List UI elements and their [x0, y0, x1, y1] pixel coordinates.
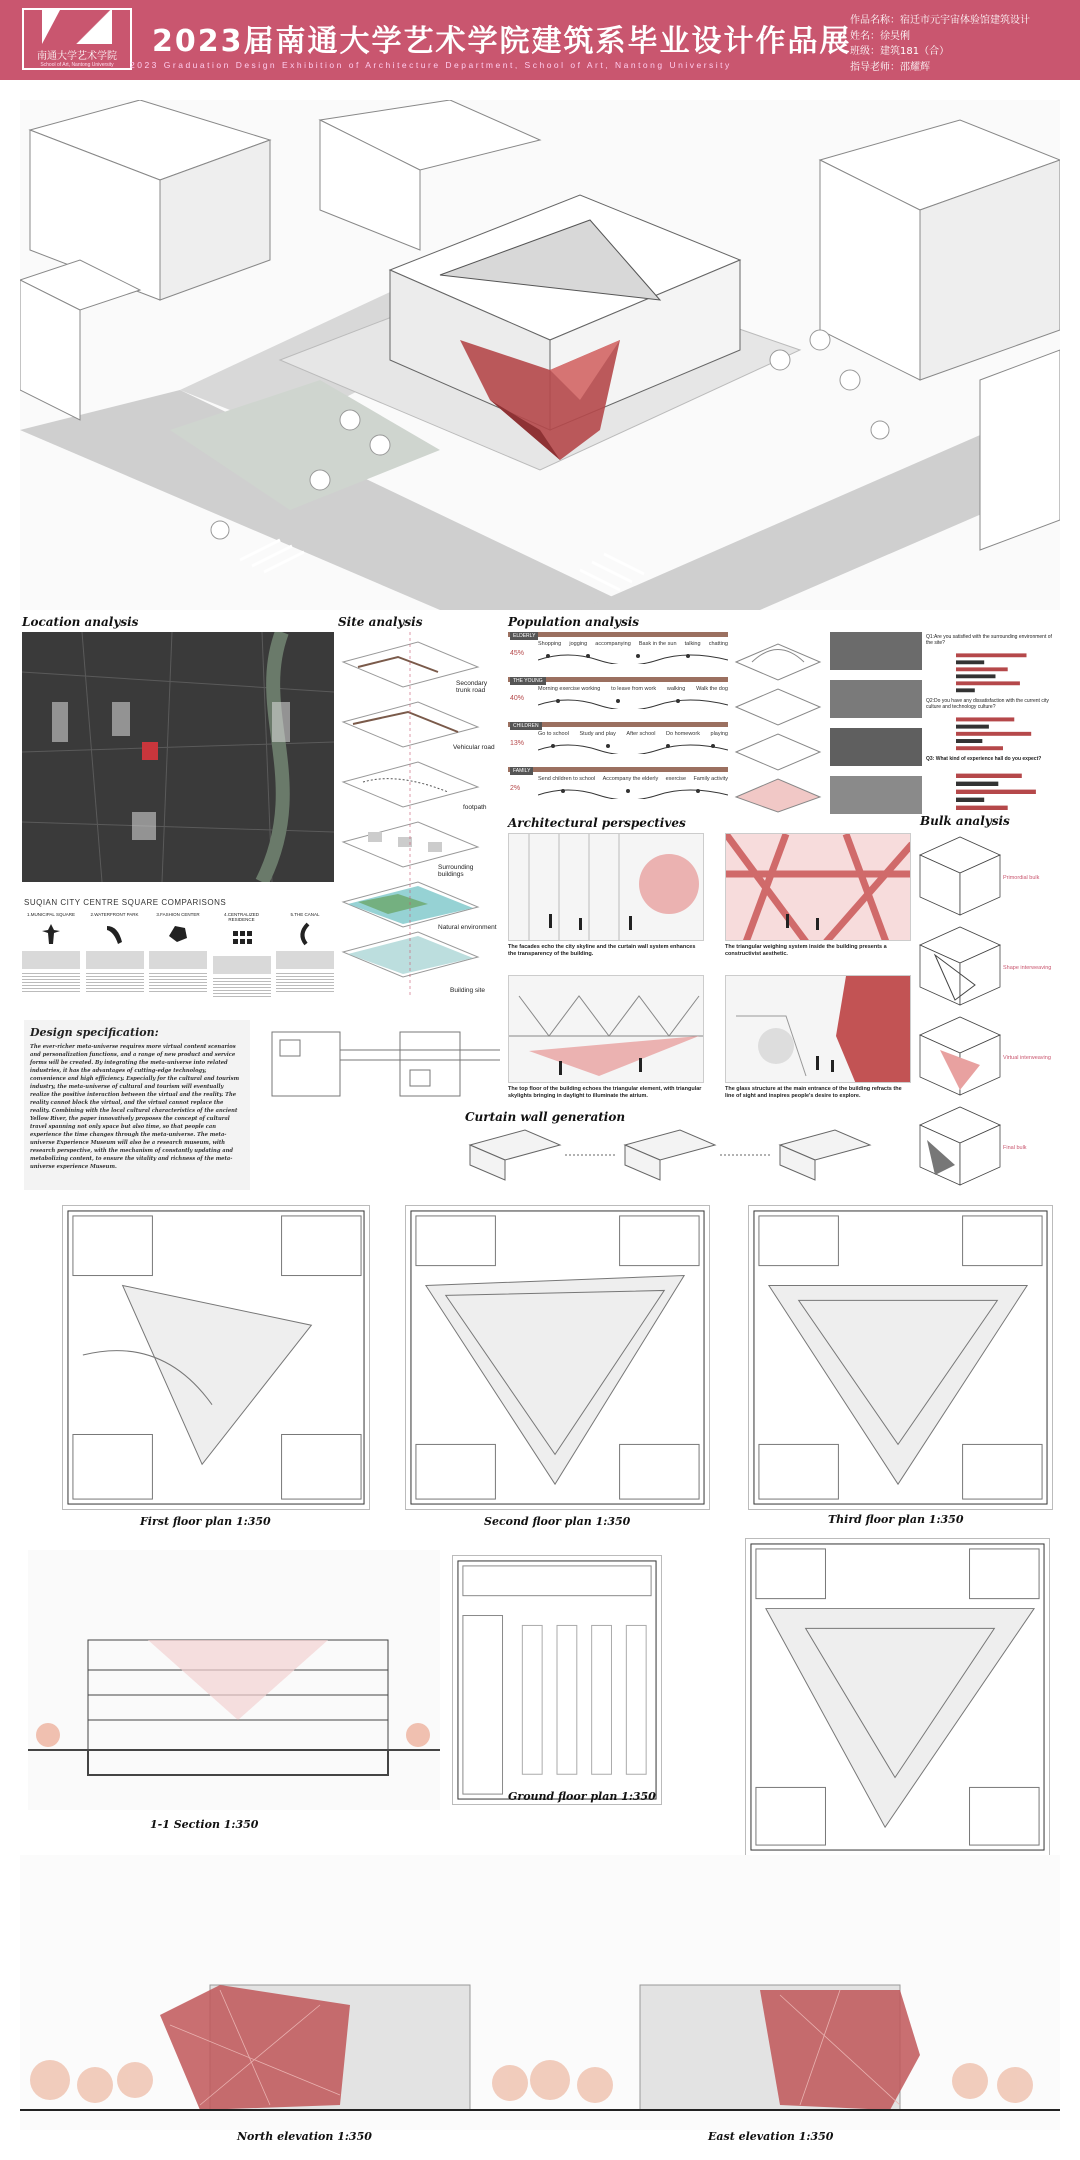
- population-group: CHILDREN: [510, 722, 542, 730]
- activity-label: accompanying: [595, 641, 631, 647]
- first-floor-caption: First floor plan 1:350: [140, 1515, 271, 1528]
- section-caption: 1-1 Section 1:350: [150, 1818, 259, 1831]
- logo-name: 南通大学艺术学院: [37, 51, 117, 62]
- activity-label: Walk the dog: [696, 686, 728, 692]
- population-group: FAMILY: [510, 767, 533, 775]
- axonometric-rendering: [20, 100, 1060, 610]
- survey-bar: [956, 746, 1003, 750]
- site-label: Surrounding buildings: [438, 864, 474, 878]
- perspective-image-truss: [725, 833, 911, 941]
- activity-label: Go to school: [538, 731, 569, 737]
- population-percent: 40%: [510, 695, 525, 702]
- north-elevation-caption: North elevation 1:350: [237, 2130, 372, 2143]
- survey-bar: [956, 660, 984, 664]
- site-analysis-heading: Site analysis: [338, 615, 423, 629]
- population-diagram: [508, 632, 728, 812]
- site-label: Natural environment: [438, 924, 497, 931]
- survey-q2-bars: [926, 716, 1054, 752]
- population-group: ELDERLY: [510, 632, 538, 640]
- site-label: Secondary trunk road: [456, 680, 488, 694]
- design-spec-title: Design specification:: [30, 1026, 159, 1039]
- first-floor-plan: [62, 1205, 370, 1510]
- second-floor-plan: [405, 1205, 710, 1510]
- section-drawing: [28, 1550, 440, 1810]
- activity-label: chatting: [708, 641, 728, 647]
- population-percent: 2%: [510, 785, 521, 792]
- survey-bar: [956, 739, 982, 743]
- curtain-wall-heading: Curtain wall generation: [465, 1110, 626, 1124]
- activity-label: talking: [684, 641, 701, 647]
- perspective-image-atrium: [508, 975, 704, 1083]
- survey-bar: [956, 653, 1027, 657]
- survey-bar: [956, 774, 1022, 778]
- terrain-diagrams: [732, 632, 824, 814]
- comparison-title: SUQIAN CITY CENTRE SQUARE COMPARISONS: [24, 898, 227, 907]
- activity-label: Send children to school: [538, 776, 596, 782]
- survey-photo: [830, 776, 922, 814]
- survey-bar: [956, 725, 989, 729]
- square-comparisons: [22, 912, 334, 998]
- survey-bar: [956, 717, 1014, 721]
- activity-label: walking: [666, 686, 686, 692]
- logo-mark-icon: [42, 10, 112, 43]
- comparison-label: 2.WATERFRONT PARK: [90, 912, 139, 917]
- population-analysis-heading: Population analysis: [508, 615, 640, 629]
- bulk-analysis-heading: Bulk analysis: [920, 814, 1010, 828]
- activity-label: Morning exercise working: [538, 686, 601, 692]
- bulk-analysis-diagram: [915, 835, 1055, 1195]
- population-row: [508, 722, 728, 756]
- design-spec-body: The ever-richer meta-universe requires more virtual content scenarios and personalization functions, and a range of new product and service forms will be created. By integrating the meta-universe into related industries, it has the advantages of cutting-edge technology, convenience and high efficiency. Especially for the cultural and tourism industry, the meta-universe of cultural and tourism will eventually realize the positive interaction between the virtual and the reality. The reality cannot block the virtual, and the virtual cannot replace the reality. Combining with the local cultural characteristics of the ancient Yellow River, the paper innovatively proposes the concept of cultural travel spanning not only space but also time, so that people can experience the time changes through the meta-universe. The meta-universe Experience Museum will also be a research museum, with research perspective, with the mechanism of constantly updating and metabolizing content, to ensure the vitality and richness of the meta-universe experience Museum.: [30, 1044, 240, 1170]
- perspective-image-facade: [508, 833, 704, 941]
- survey-bar: [956, 806, 1008, 810]
- comparison-item: [22, 912, 80, 998]
- elevations: [20, 1855, 1060, 2145]
- activity-label: Family activity: [693, 776, 728, 782]
- header-banner: [0, 0, 1080, 80]
- survey-photo: [830, 728, 922, 766]
- survey-bar: [956, 732, 1031, 736]
- satellite-map: [22, 632, 334, 882]
- perspective-caption: The top floor of the building echoes the triangular element, with triangular skylights bringing in daylight to illuminate the atrium.: [508, 1086, 702, 1099]
- comparison-item: [276, 912, 334, 998]
- activity-label: Study and play: [579, 731, 616, 737]
- population-row: [508, 632, 728, 666]
- activity-label: Accompany the elderly: [602, 776, 659, 782]
- population-row: [508, 767, 728, 801]
- design-specification: [24, 1020, 250, 1190]
- perspective-caption: The triangular weighing system inside the building presents a constructivist aesthetic.: [725, 944, 887, 957]
- population-group: THE YOUNG: [510, 677, 546, 685]
- east-elevation-caption: East elevation 1:350: [708, 2130, 834, 2143]
- perspective-caption: The glass structure at the main entrance of the building refracts the line of sight and inspires people's desire to explore.: [725, 1086, 902, 1099]
- university-logo: [22, 8, 132, 70]
- survey-bar: [956, 782, 998, 786]
- site-plan-sketch: [270, 1030, 500, 1100]
- comparison-item: [86, 912, 144, 998]
- survey-bar: [956, 798, 984, 802]
- survey-bar: [956, 790, 1036, 794]
- activity-label: jogging: [569, 641, 588, 647]
- exhibition-title: 2023届南通大学艺术学院建筑系毕业设计作品展: [152, 24, 852, 59]
- activity-label: Shopping: [538, 641, 562, 647]
- survey-q1-bars: [926, 652, 1054, 694]
- survey-photo: [830, 632, 922, 670]
- ground-floor-caption: Ground floor plan 1:350: [508, 1790, 656, 1803]
- exhibition-subtitle: 2023 Graduation Design Exhibition of Architecture Department, School of Art, Nantong University: [130, 60, 732, 70]
- perspective-caption: The facades echo the city skyline and the curtain wall system enhances the transparency of the building.: [508, 944, 696, 957]
- info-advisor: 指导老师：邵耀辉: [850, 61, 930, 73]
- bulk-label: Primordial bulk: [1003, 875, 1040, 881]
- survey-bar: [956, 667, 1008, 671]
- comparison-item: [213, 912, 271, 998]
- comparison-item: [149, 912, 207, 998]
- survey-q2: Q2:Do you have any dissatisfaction with the current city culture and technology culture?: [926, 698, 1049, 710]
- second-floor-caption: Second floor plan 1:350: [484, 1515, 631, 1528]
- comparison-label: 1.MUNICIPAL SQUARE: [26, 912, 75, 917]
- survey-photo: [830, 680, 922, 718]
- activity-label: Bask in the sun: [638, 641, 677, 647]
- site-label: Vehicular road: [453, 744, 495, 751]
- bulk-label: Shape interweaving: [1003, 965, 1052, 971]
- comparison-label: 3.FASHION CENTER: [156, 912, 200, 917]
- logo-subname: School of Art, Nantong University: [40, 62, 114, 68]
- site-label: Building site: [450, 987, 486, 994]
- survey-q3: Q3: What kind of experience hall do you expect?: [926, 756, 1042, 762]
- curtain-wall-diagram: [465, 1125, 910, 1185]
- location-analysis-heading: Location analysis: [22, 615, 139, 629]
- info-project-name: 作品名称：宿迁市元宇宙体验馆建筑设计: [850, 15, 1030, 26]
- site-label: footpath: [463, 804, 487, 811]
- population-percent: 13%: [510, 740, 525, 747]
- activity-label: playing: [710, 731, 728, 737]
- population-percent: 45%: [510, 650, 525, 657]
- population-row: [508, 677, 728, 711]
- activity-label: exercise: [665, 776, 687, 782]
- survey-q3-bars: [926, 772, 1054, 812]
- ground-floor-plan: [452, 1555, 662, 1805]
- info-class: 班级：建筑181（合）: [850, 46, 950, 57]
- info-student-name: 姓名：徐昊俐: [850, 30, 910, 42]
- comparison-label: 5.THE CANAL: [290, 912, 320, 917]
- project-info: [850, 13, 1030, 75]
- comparison-label: 4.CENTRALIZED RESIDENCE: [223, 912, 259, 922]
- survey-bar: [956, 674, 995, 678]
- site-analysis-diagram: [338, 632, 500, 997]
- survey-q1: Q1:Are you satisfied with the surrounding environment of the site?: [926, 634, 1052, 646]
- survey-bar: [956, 681, 1020, 685]
- survey-results: [830, 632, 1055, 814]
- activity-label: Do homework: [666, 731, 700, 737]
- bulk-label: Virtual interweaving: [1003, 1055, 1051, 1061]
- survey-bar: [956, 688, 975, 692]
- activity-label: After school: [626, 731, 656, 737]
- third-floor-plan: [748, 1205, 1053, 1510]
- bulk-label: Final bulk: [1003, 1145, 1027, 1151]
- activity-label: to leave from work: [611, 686, 657, 692]
- perspectives-heading: Architectural perspectives: [508, 816, 686, 830]
- third-floor-caption: Third floor plan 1:350: [828, 1513, 964, 1526]
- perspective-image-entrance: [725, 975, 911, 1083]
- fourth-floor-plan: [745, 1538, 1050, 1856]
